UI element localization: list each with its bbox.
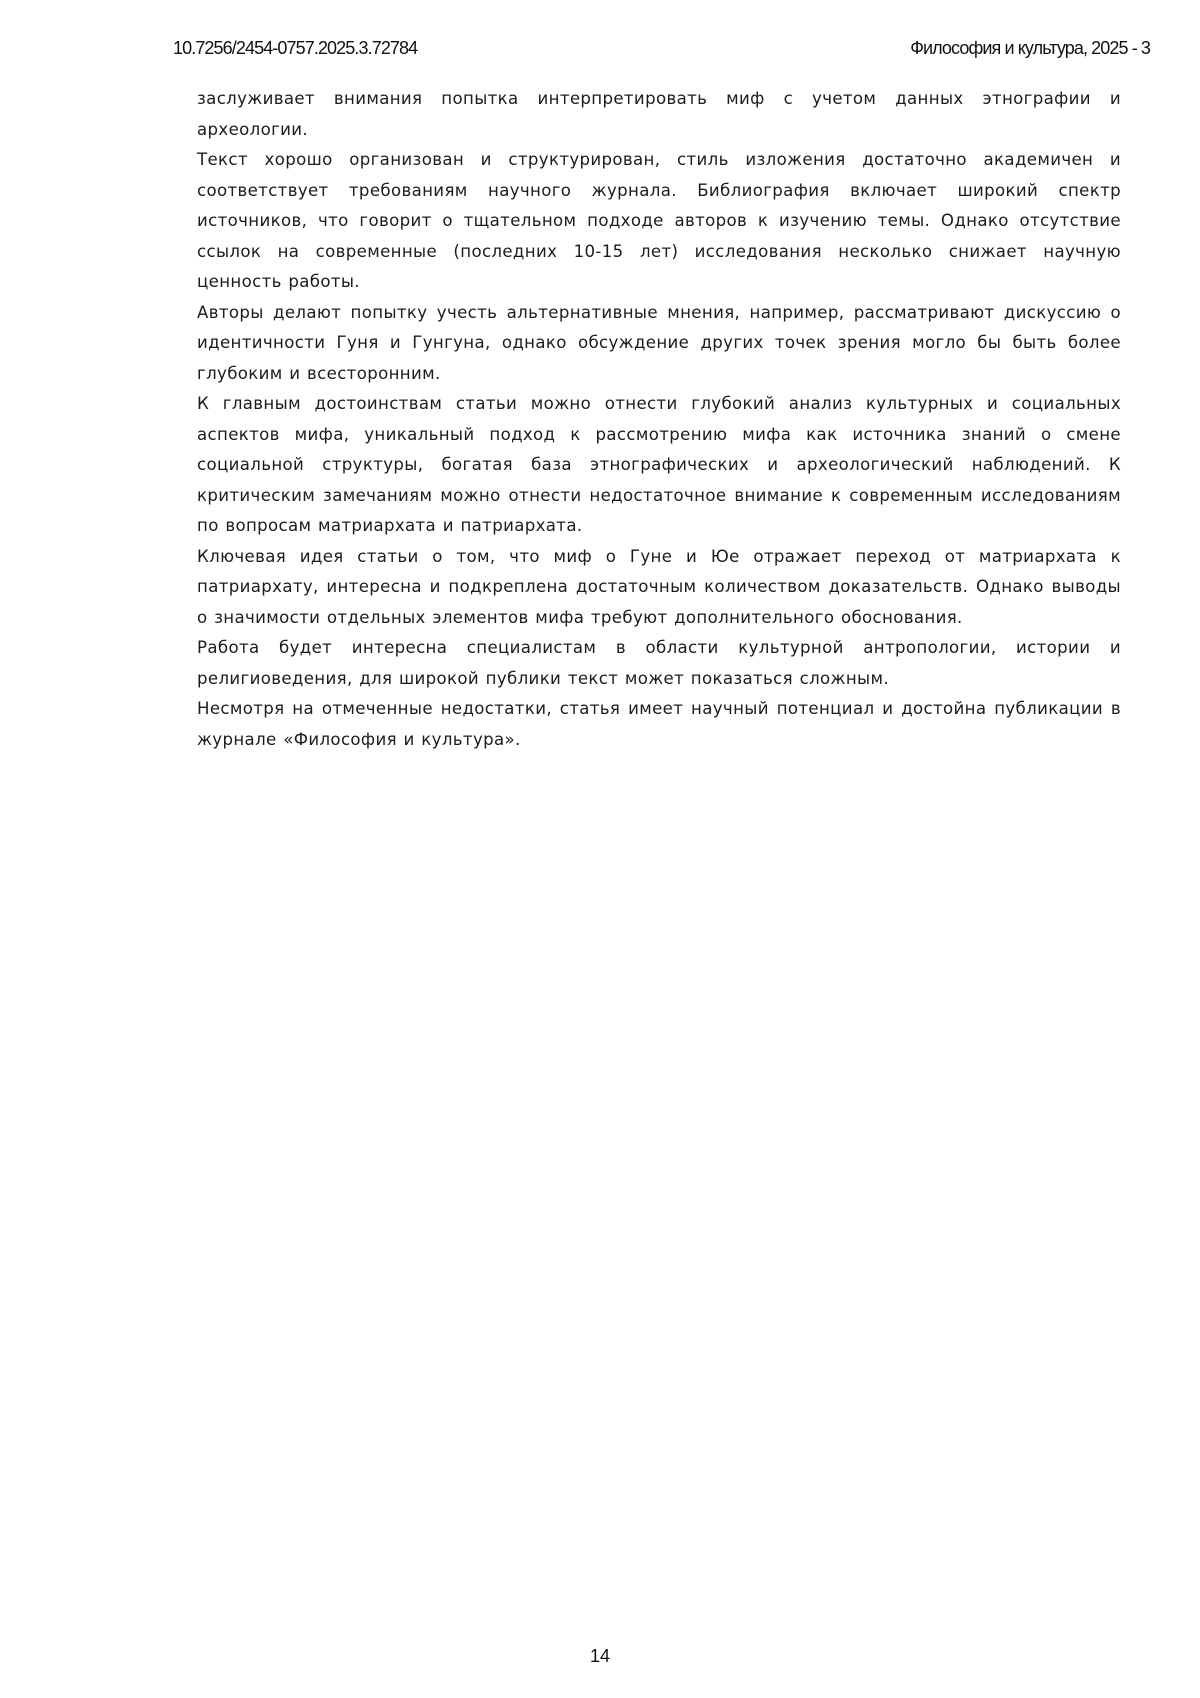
paragraph: Ключевая идея статьи о том, что миф о Гуне и Юе отражает переход от матриархата к патриархату, интересна и подкреплена достаточным количеством доказательств. Однако выводы о значимости отдельных элементов мифа требуют дополнительного обоснования.: [197, 546, 1121, 627]
body-text: [197, 84, 1121, 755]
doi-label: 10.7256/2454-0757.2025.3.72784: [173, 37, 418, 58]
paragraph: Работа будет интересна специалистам в области культурной антропологии, истории и религиоведения, для широкой публики текст может показаться сложным.: [197, 638, 1121, 688]
journal-title: Философия и культура, 2025 - 3: [910, 37, 1150, 58]
paragraph: Несмотря на отмеченные недостатки, статья имеет научный потенциал и достойна публикации в журнале «Философия и культура».: [197, 699, 1121, 749]
paragraph: Авторы делают попытку учесть альтернативные мнения, например, рассматривают дискуссию о идентичности Гуня и Гунгуна, однако обсуждение других точек зрения могло бы быть более глубоким и всесторонним.: [197, 302, 1121, 383]
paragraph: заслуживает внимания попытка интерпретировать миф с учетом данных этнографии и археологии.: [197, 89, 1121, 139]
paragraph: К главным достоинствам статьи можно отнести глубокий анализ культурных и социальных аспектов мифа, уникальный подход к рассмотрению мифа как источника знаний о смене социальной структуры, богатая база этнографических и археологический наблюдений. К критическим замечаниям можно отнести недостаточное внимание к современным исследованиям по вопросам матриархата и патриархата.: [197, 394, 1121, 535]
page-header: [173, 36, 1150, 60]
page-footer: [0, 1646, 1200, 1667]
paragraph: Текст хорошо организован и структурирован, стиль изложения достаточно академичен и соответствует требованиям научного журнала. Библиография включает широкий спектр источников, что говорит о тщательном подходе авторов к изучению темы. Однако отсутствие ссылок на современные (последних 10-15 лет) исследования несколько снижает научную ценность работы.: [197, 150, 1121, 291]
page-number: 14: [589, 1646, 611, 1666]
